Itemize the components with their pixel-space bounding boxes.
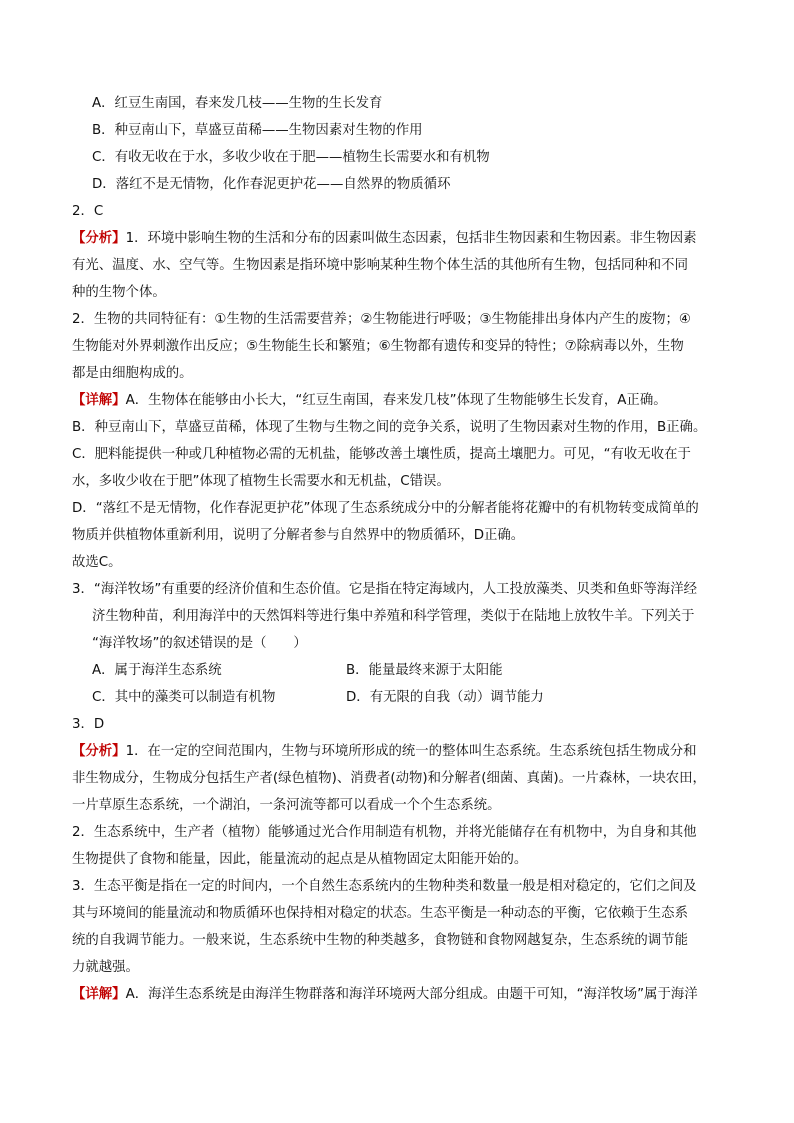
q3-analysis-line-1 [72, 738, 724, 765]
q2-analysis-line-3: 种的生物个体。 [72, 285, 166, 300]
q3-analysis-line-8: 统的自我调节能力。一般来说，生态系统中生物的种类越多，食物链和食物网越复杂，生态系统的调节能 [72, 933, 688, 948]
q3-stem-line-1: 3．“海洋牧场”有重要的经济价值和生态价值。它是指在特定海域内，人工投放藻类、贝类和鱼虾等海洋经 [72, 582, 697, 597]
q3-analysis-line-3: 一片草原生态系统，一个湖泊，一条河流等都可以看成一个个生态系统。 [72, 798, 501, 813]
q2-analysis-line-4: 2．生物的共同特征有：①生物的生活需要营养；②生物能进行呼吸；③生物能排出身体内产生的废物；④ [72, 312, 691, 327]
analysis-text: 1．在一定的空间范围内，生物与环境所形成的统一的整体叫生态系统。生态系统包括生物成分和 [125, 744, 697, 759]
q3-stem-line-2: 济生物种苗，利用海洋中的天然饵料等进行集中养殖和科学管理，类似于在陆地上放牧牛羊。下列关于 [92, 609, 695, 624]
q3-analysis-line-7: 其与环境间的能量流动和物质循环也保持相对稳定的状态。生态平衡是一种动态的平衡，它依赖于生态系 [72, 906, 688, 921]
q3-detail-line-1 [72, 981, 724, 1008]
q2-analysis-line-5: 生物能对外界刺激作出反应；⑤生物能生长和繁殖；⑥生物都有遗传和变异的特性；⑦除病毒以外，生物 [72, 339, 684, 354]
q3-options-row-2 [72, 684, 724, 711]
q2-detail-line-4: 水，多收少收在于肥”体现了植物生长需要水和无机盐，C错误。 [72, 474, 450, 489]
q3-answer: 3．D [72, 717, 105, 732]
q2-detail-line-3: C．肥料能提供一种或几种植物必需的无机盐，能够改善土壤性质，提高土壤肥力。可见，“有收无收在于 [72, 447, 691, 462]
q3-analysis-line-2: 非生物成分，生物成分包括生产者(绿色植物)、消费者(动物)和分解者(细菌、真菌)。一片森林，一块农田， [72, 771, 706, 786]
q3-option-d: D．有无限的自我（动）调节能力 [346, 690, 544, 705]
q2-analysis-line-1 [72, 225, 724, 252]
q2-option-a: A．红豆生南国，春来发几枝——生物的生长发育 [92, 96, 383, 111]
q2-detail-line-1 [72, 387, 724, 414]
q2-option-c: C．有收无收在于水，多收少收在于肥——植物生长需要水和有机物 [92, 150, 490, 165]
q3-option-b: B．能量最终来源于太阳能 [346, 663, 503, 678]
q3-analysis-line-9: 力就越强。 [72, 960, 139, 975]
q3-analysis-line-5: 生物提供了食物和能量，因此，能量流动的起点是从植物固定太阳能开始的。 [72, 852, 528, 867]
q3-analysis-line-6: 3．生态平衡是指在一定的时间内，一个自然生态系统内的生物种类和数量一般是相对稳定的，它们之间及 [72, 879, 697, 894]
q3-stem-line-3: “海洋牧场”的叙述错误的是（ ） [92, 636, 307, 651]
analysis-tag: 【分析】 [72, 744, 126, 759]
analysis-text: 1．环境中影响生物的生活和分布的因素叫做生态因素，包括非生物因素和生物因素。非生物因素 [125, 231, 697, 246]
q2-option-b: B．种豆南山下，草盛豆苗稀——生物因素对生物的作用 [92, 123, 423, 138]
q2-detail-line-2: B．种豆南山下，草盛豆苗稀，体现了生物与生物之间的竞争关系，说明了生物因素对生物的作用，B正确。 [72, 420, 707, 435]
q2-detail-line-6: 物质并供植物体重新利用，说明了分解者参与自然界中的物质循环，D正确。 [72, 528, 525, 543]
q3-option-a: A．属于海洋生态系统 [92, 663, 222, 678]
q2-option-d: D．落红不是无情物，化作春泥更护花——自然界的物质循环 [92, 177, 451, 192]
detail-text: A．生物体在能够由小长大，“红豆生南国，春来发几枝”体现了生物能够生长发育，A正确。 [125, 393, 667, 408]
detail-tag: 【详解】 [72, 987, 126, 1002]
q2-analysis-line-6: 都是由细胞构成的。 [72, 366, 193, 381]
q3-option-c: C．其中的藻类可以制造有机物 [92, 690, 276, 705]
q2-answer: 2．C [72, 204, 104, 219]
detail-tag: 【详解】 [72, 393, 126, 408]
q2-detail-line-7: 故选C。 [72, 555, 122, 570]
document-page [72, 90, 724, 1008]
q2-detail-line-5: D．“落红不是无情物，化作春泥更护花”体现了生态系统成分中的分解者能将花瓣中的有机物转变成简单的 [72, 501, 699, 516]
q3-options-row-1 [72, 657, 724, 684]
q3-analysis-line-4: 2．生态系统中，生产者（植物）能够通过光合作用制造有机物，并将光能储存在有机物中，为自身和其他 [72, 825, 697, 840]
q2-analysis-line-2: 有光、温度、水、空气等。生物因素是指环境中影响某种生物个体生活的其他所有生物，包括同种和不同 [72, 258, 688, 273]
detail-text: A．海洋生态系统是由海洋生物群落和海洋环境两大部分组成。由题干可知，“海洋牧场”属于海洋 [125, 987, 698, 1002]
analysis-tag: 【分析】 [72, 231, 126, 246]
